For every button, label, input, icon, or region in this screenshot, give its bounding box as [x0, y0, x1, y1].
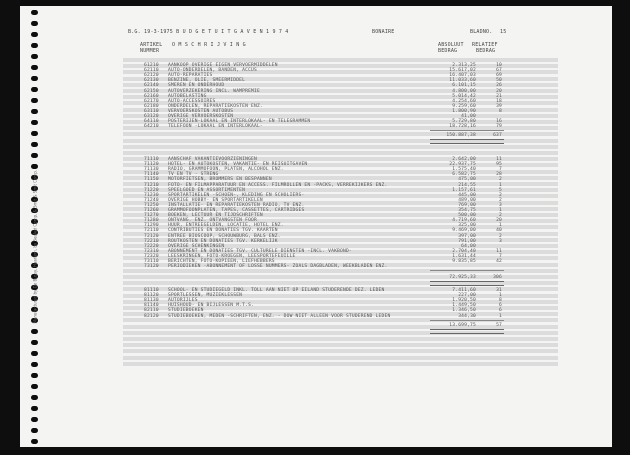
- binding-hole: [31, 362, 38, 367]
- row-desc: OVERIGE HOBBY- EN SPORTARTIKELEN: [168, 197, 263, 203]
- row-desc: RADIO, GRAMMOFOON, PLATEN, ALCOHOL ENZ.: [168, 167, 284, 173]
- row-code: 62120: [144, 73, 159, 79]
- row-amount: 4.800,00: [452, 88, 476, 94]
- form-stripe: [123, 337, 558, 341]
- row-code: 64110: [144, 119, 159, 125]
- row-amount: 445,00: [458, 192, 476, 198]
- row-amount: 489,00: [458, 197, 476, 203]
- row-amount: 1.631,44: [452, 253, 476, 259]
- row-pct: 7: [499, 253, 502, 259]
- row-pct: 79: [496, 124, 502, 130]
- row-desc: PERIODIEKEN -ABONNEMENT OF LOSSE NUMMERS- ZOALS DAGBLADEN, WEEKBLADEN ENZ.: [168, 264, 388, 270]
- group-total-amount: 150.887,38: [446, 133, 476, 139]
- row-pct: 8: [499, 298, 502, 304]
- group-total-amount: 72.925,33: [449, 275, 476, 281]
- row-desc: LEESKRINGEN, FOTO-KROEGEN, LEESPORTEFEUILLE: [168, 253, 296, 259]
- row-desc: HUISHOUD- EN BIJLESSEN M.T.S.: [168, 303, 255, 309]
- row-desc: GRAMMOFOONPLATEN, TAPES, CASSETTES, CARTRIDGES: [168, 208, 305, 213]
- row-pct: 20: [496, 218, 502, 224]
- row-pct: 1: [499, 293, 502, 299]
- row-desc: STUDIEBOEKEN, MEDEN -SCHRIFTEN, ENZ. - DOW NIET ALLEEN VOOR STUDEREND LEDEN: [168, 313, 391, 319]
- row-amount: 16.407,03: [449, 73, 476, 79]
- row-code: 61210: [144, 63, 159, 68]
- row-code: 73120: [144, 264, 159, 270]
- row-code: 71150: [144, 177, 159, 183]
- page-number: 15: [500, 29, 507, 35]
- row-desc: ABONNEMENT EN DONATIES TGV. CULTURELE DIENSTEN -INCL. VAKBOND-: [168, 248, 352, 254]
- row-desc: STUDIEBOEKEN: [168, 308, 204, 314]
- binding-hole: [31, 21, 38, 26]
- row-pct: 28: [496, 172, 502, 178]
- row-code: 82110: [144, 308, 159, 314]
- row-code: 81120: [144, 293, 159, 299]
- page-label: BLADNO.: [470, 29, 493, 35]
- row-amount: 5.729,80: [452, 119, 476, 125]
- row-code: 71110: [144, 157, 159, 162]
- total-double-rule: [430, 281, 504, 286]
- group-total-amount: 13.699,75: [449, 322, 476, 328]
- binding-hole: [31, 417, 38, 422]
- column-amount-bottom: BEDRAG: [438, 48, 458, 54]
- row-amount: 11.033,60: [449, 78, 476, 84]
- row-amount: 2.704,40: [452, 248, 476, 254]
- row-amount: 9.835,85: [452, 259, 476, 264]
- binding-hole: [31, 428, 38, 433]
- binding-hole: [31, 329, 38, 334]
- row-code: 71120: [144, 162, 159, 168]
- row-amount: 6.582,75: [452, 172, 476, 178]
- column-description: O M S C H R I J V I N G: [172, 42, 246, 48]
- row-amount: 214,55: [458, 182, 476, 188]
- row-amount: 18.728,16: [449, 124, 476, 130]
- row-desc: AUTO-ACCESSOIRES: [168, 98, 216, 104]
- row-pct: 2: [499, 233, 502, 239]
- row-pct: 18: [496, 98, 502, 104]
- island-name: BONAIRE: [372, 29, 395, 35]
- binding-hole: [31, 406, 38, 411]
- row-desc: SMEREN EN ONDERHOUD: [168, 83, 225, 89]
- group-total-relative: 57: [496, 322, 502, 328]
- row-desc: HUUR, ENTREEGELDEN, LOCATIE, HOTEL ENZ.: [168, 223, 284, 229]
- row-pct: 31: [496, 288, 502, 293]
- row-pct: 26: [496, 83, 502, 89]
- row-desc: BENZINE, OLIE, SMEERMIDDEL: [168, 78, 246, 84]
- row-pct: 40: [496, 228, 502, 234]
- binding-hole: [31, 98, 38, 103]
- row-pct: 11: [496, 248, 502, 254]
- row-desc: SPORTARTIKELEN -SCHOEN-, KLEDING EN SCHOLIERS-: [168, 192, 305, 198]
- row-code: 73110: [144, 259, 159, 264]
- row-amount: 15.617,02: [449, 68, 476, 74]
- form-stripe: [123, 362, 558, 366]
- row-pct: 8: [499, 108, 502, 114]
- row-code: 62170: [144, 98, 159, 104]
- row-amount: 9.469,00: [452, 228, 476, 234]
- row-amount: 5.014,42: [452, 93, 476, 99]
- row-amount: 6.101,15: [452, 83, 476, 89]
- row-code: 72210: [144, 238, 159, 244]
- row-desc: TV EN TV - STRENG: [168, 172, 219, 178]
- row-desc: MOTORFIETSEN, BROMMERS EN BESPANNEN: [168, 177, 272, 183]
- row-desc: ENTREE BIOSCOOP, SCHOUWBURG, BALS ENZ.: [168, 233, 281, 239]
- form-stripe: [123, 58, 558, 62]
- row-code: 71280: [144, 218, 159, 224]
- row-desc: CONTRIBUTIES EN DONATIES TGV. KAARTEN: [168, 228, 278, 234]
- row-amount: 1.575,40: [452, 167, 476, 173]
- row-pct: 16: [496, 119, 502, 125]
- row-pct: 21: [496, 93, 502, 99]
- row-code: 62110: [144, 68, 159, 74]
- row-amount: 22.937,75: [449, 162, 476, 168]
- row-code: 62130: [144, 78, 159, 84]
- group-total-relative: 306: [493, 275, 502, 281]
- column-relative-bottom: BEDRAG: [476, 48, 496, 54]
- row-desc: AANKOOP OVERIGE EIGEN VERVOERMIDDELEN: [168, 63, 278, 68]
- row-desc: FOTO- EN FILMAPPARATUUR EN ACCESS. FILMROLLEN EN -PACKS, VERREKIJKERS ENZ.: [168, 182, 388, 188]
- row-code: 72220: [144, 243, 159, 249]
- row-amount: 4.254,60: [452, 98, 476, 104]
- row-code: 71290: [144, 223, 159, 229]
- row-desc: SPEELGOED EN ASSORTIMENTEN: [168, 187, 246, 193]
- form-stripe: [123, 145, 558, 149]
- row-pct: 2: [499, 192, 502, 198]
- row-pct: 2: [499, 177, 502, 183]
- row-pct: 20: [496, 88, 502, 94]
- row-amount: 1.157,61: [452, 187, 476, 193]
- row-pct: 10: [496, 63, 502, 68]
- row-code: 62160: [144, 93, 159, 99]
- row-pct: 1: [499, 208, 502, 213]
- row-desc: AUTORIJLES: [168, 298, 198, 304]
- row-amount: 7.411,60: [452, 288, 476, 293]
- binding-hole: [31, 373, 38, 378]
- row-desc: SPORTLESSEN, MUZIEKLESSEN: [168, 293, 243, 299]
- form-stripe: [123, 349, 558, 353]
- row-pct: 1: [499, 223, 502, 229]
- row-code: 71220: [144, 187, 159, 193]
- row-amount: 9.259,60: [452, 103, 476, 109]
- subtotal-rule: [430, 270, 504, 271]
- row-code: 71230: [144, 192, 159, 198]
- row-code: 71260: [144, 208, 159, 213]
- row-amount: 4.719,60: [452, 218, 476, 224]
- row-amount: 2.313,25: [452, 63, 476, 68]
- row-code: 62150: [144, 88, 159, 94]
- total-double-rule: [430, 329, 504, 334]
- row-amount: 64,00: [461, 243, 476, 249]
- row-pct: 7: [499, 167, 502, 173]
- row-amount: 1.920,50: [452, 298, 476, 304]
- row-desc: AUTOVERZEKERING INCL. WAMPREMIE: [168, 88, 260, 94]
- binding-hole: [31, 43, 38, 48]
- binding-hole: [31, 54, 38, 59]
- row-desc: POSTERIJEN-LOKAAL EN INTERLOKAAL- EN TELEGRAMMEN: [168, 119, 311, 125]
- binding-hole: [31, 395, 38, 400]
- row-code: 63110: [144, 108, 159, 114]
- row-code: 71240: [144, 197, 159, 203]
- row-pct: 2: [499, 197, 502, 203]
- row-pct: 39: [496, 103, 502, 109]
- subtotal-rule: [430, 130, 504, 131]
- report-sheet: [20, 6, 612, 447]
- row-desc: BOEKEN, LECTUUR EN TIJDSCHRIFTEN: [168, 213, 263, 219]
- row-desc: AANSCHAF VAKANTIEVOORZIENINGEN: [168, 157, 257, 162]
- row-desc: OVERIGE VERVOERSKOSTEN: [168, 114, 234, 119]
- row-desc: TELEFOON -LOKAAL EN INTERLOKAAL-: [168, 124, 263, 130]
- row-desc: AUTOBELASTING: [168, 93, 207, 99]
- row-pct: 6: [499, 303, 502, 309]
- row-desc: SCHOOL- EN STUDIEGELD INKL. TOLL AAN NIET OP EILAND STUDERENDE DEZ. LEDEN: [168, 288, 385, 293]
- row-desc: OVERIGE SCHENKINGEN: [168, 243, 225, 249]
- row-pct: 95: [496, 162, 502, 168]
- binding-hole: [31, 76, 38, 81]
- row-code: 81110: [144, 288, 159, 293]
- row-code: 62140: [144, 83, 159, 89]
- row-amount: 791,00: [458, 238, 476, 244]
- form-stripe: [123, 343, 558, 347]
- row-desc: BERICHTEN, FOTO-KOPIEEN, LIEFHEBBERS: [168, 259, 275, 264]
- row-desc: AUTO-ONDERDELEN, BANDEN, ACCUS: [168, 68, 257, 74]
- column-amount-top: ABSOLUUT: [438, 42, 464, 48]
- form-stripe: [123, 356, 558, 360]
- row-code: 62180: [144, 103, 159, 109]
- row-pct: 1: [499, 182, 502, 188]
- row-amount: 227,00: [458, 293, 476, 299]
- report-date-title: B.G. 19-3-1975 B U D G E T U I T G A V E N 1 9 7 4: [128, 29, 289, 35]
- row-pct: 5: [499, 187, 502, 193]
- row-pct: 11: [496, 157, 502, 162]
- row-pct: 3: [499, 238, 502, 244]
- row-pct: 6: [499, 308, 502, 314]
- row-amount: 1.346,50: [452, 308, 476, 314]
- row-code: 71270: [144, 213, 159, 219]
- row-desc: VERVOERSKOSTEN AUTOBUS: [168, 108, 234, 114]
- row-amount: 354,75: [458, 208, 476, 213]
- row-code: 82120: [144, 313, 159, 319]
- group-total-relative: 637: [493, 133, 502, 139]
- row-amount: 475,00: [458, 177, 476, 183]
- binding-hole: [31, 87, 38, 92]
- row-amount: 41,00: [461, 114, 476, 119]
- row-desc: INSTALLATIE- EN REPARATIEKOSTEN RADIO, TV ENZ.: [168, 202, 305, 208]
- column-code-bottom: NUMMER: [140, 48, 160, 54]
- row-amount: 344,30: [458, 313, 476, 319]
- binding-hole: [31, 384, 38, 389]
- row-desc: ROUTKOSTEN EN DONATIES TGV. KERKELIJK: [168, 238, 278, 244]
- row-pct: 42: [496, 259, 502, 264]
- row-pct: 1: [499, 313, 502, 319]
- binding-hole: [31, 120, 38, 125]
- binding-hole: [31, 340, 38, 345]
- row-code: 72110: [144, 228, 159, 234]
- row-desc: AUTO-REPARATIES: [168, 73, 213, 79]
- row-code: 71130: [144, 167, 159, 173]
- row-code: 72320: [144, 253, 159, 259]
- form-stripe: [123, 151, 558, 155]
- binding-hole: [31, 439, 38, 444]
- row-code: 81130: [144, 298, 159, 304]
- row-code: 63120: [144, 114, 159, 119]
- row-code: 64210: [144, 124, 159, 130]
- subtotal-rule: [430, 320, 504, 321]
- total-double-rule: [430, 139, 504, 144]
- row-code: 71250: [144, 202, 159, 208]
- column-code-top: ARTIKEL: [140, 42, 163, 48]
- row-code: 71210: [144, 182, 159, 188]
- binding-hole: [31, 109, 38, 114]
- row-code: 81140: [144, 303, 159, 309]
- binding-hole: [31, 65, 38, 70]
- row-amount: 1.800,90: [452, 108, 476, 114]
- row-amount: 769,00: [458, 202, 476, 208]
- row-pct: 50: [496, 78, 502, 84]
- row-amount: 500,00: [458, 213, 476, 219]
- row-desc: ONDERDELEN, REPARATIEKOSTEN ENZ.: [168, 103, 263, 109]
- binding-hole: [31, 32, 38, 37]
- column-relative-top: RELATIEF: [472, 42, 498, 48]
- binding-hole: [31, 351, 38, 356]
- row-amount: 1.449,50: [452, 303, 476, 309]
- row-code: 72120: [144, 233, 159, 239]
- row-code: 72310: [144, 248, 159, 254]
- binding-hole: [31, 10, 38, 15]
- row-pct: 3: [499, 202, 502, 208]
- side-imprint: Manufactured by De Bussy, Haarlem, by Sealed Comp. & Smit & Smit Comp.: [32, 169, 38, 324]
- row-amount: 2.642,00: [452, 157, 476, 162]
- row-desc: HOTEL- EN AUTOKOSTEN, VAKANTIE- EN REISUITGAVEN: [168, 162, 308, 168]
- row-pct: 67: [496, 68, 502, 74]
- row-code: 71140: [144, 172, 159, 178]
- row-amount: 325,00: [458, 223, 476, 229]
- row-pct: 2: [499, 213, 502, 219]
- row-amount: 397,00: [458, 233, 476, 239]
- row-pct: 69: [496, 73, 502, 79]
- row-desc: ONTVANG. ENZ. ONTVANGSTEN FOOR: [168, 218, 257, 224]
